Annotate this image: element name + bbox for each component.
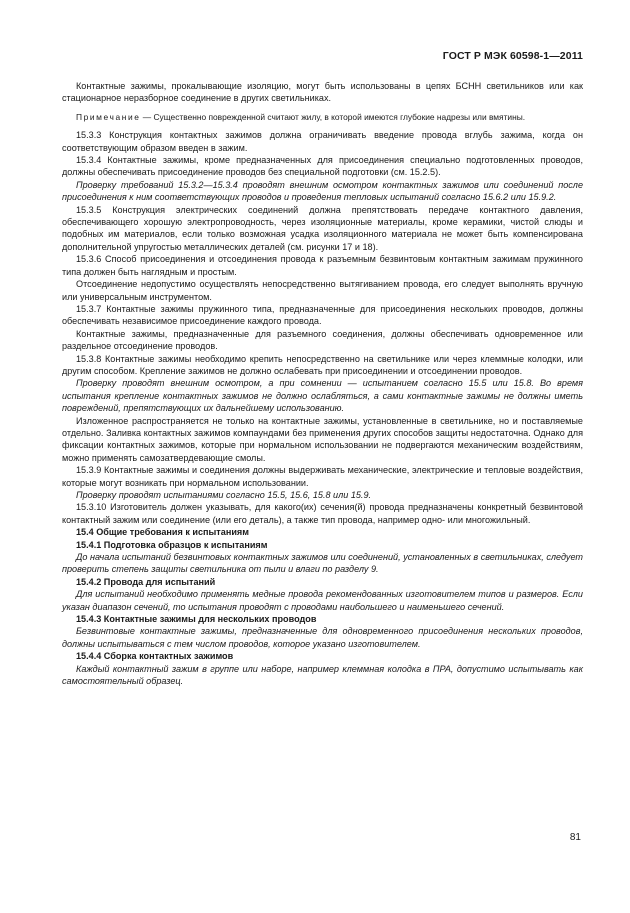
test-method-paragraph: Проверку проводят испытаниями согласно 15.5, 15.6, 15.8 или 15.9. (76, 490, 372, 500)
note-paragraph (62, 111, 583, 123)
body-paragraph: Изложенное распространяется не только на контактные зажимы, установленные в светильнике, но и поставляемые отдельно. Заливка контактных зажимов компаундами без применения других способов защиты недостаточна. Однако для фиксации контактных зажимов, которые при нормальном использовании не подвергаются механическим воздействиям, можно применять самозатвердевающие смолы. (62, 415, 583, 463)
body-paragraph: Контактные зажимы, предназначенные для разъемного соединения, должны обеспечивать одновременное или раздельное отсоединение проводов. (62, 328, 583, 352)
note-text: — Существенно поврежденной считают жилу, в которой имеются глубокие надрезы или вмятины. (140, 111, 526, 122)
test-method-paragraph: Для испытаний необходимо применять медные провода рекомендованных изготовителем типов и размеров. Если указан диапазон сечений, то испытания проводят с проводами наибольшего и наименьшего сечений. (62, 589, 583, 612)
section-heading: 15.4.4 Сборка контактных зажимов (76, 651, 234, 662)
body-paragraph: Отсоединение недопустимо осуществлять непосредственно вытягиванием провода, его следует выполнять вручную или универсальным инструментом. (62, 279, 583, 302)
section-heading: 15.4.2 Провода для испытаний (76, 576, 216, 587)
test-method-paragraph: Проверку проводят внешним осмотром, а при сомнении — испытанием согласно 15.5 или 15.8. Во время испытания крепление контактных зажимов не должно ослабляться, а сами контактные зажимы не должны иметь повреждений, препятствующих их дальнейшему использованию. (62, 378, 583, 414)
body-paragraph: 15.3.8 Контактные зажимы необходимо крепить непосредственно на светильнике или через клеммные колодки, или другим способом. Крепление зажимов не должно ослабевать при присоединении и отсоединении проводов. (62, 353, 583, 376)
test-method-paragraph: Каждый контактный зажим в группе или наборе, например клеммная колодка в ПРА, допустимо испытывать как самостоятельный образец. (62, 663, 583, 687)
body-paragraph: Контактные зажимы, прокалывающие изоляцию, могут быть использованы в цепях БСНН светильников или как стационарное неразборное соединение в других светильниках. (62, 81, 583, 104)
body-paragraph: 15.3.5 Конструкция электрических соединений должна препятствовать передаче контактного давления, обеспечивающего хорошую электропроводность, через изоляционные материалы, кроме керамики, чистой слюды и подобных им материалов, если только возможная усадка изоляционного материала не может быть компенсирована дополнительной упругостью металлических деталей (см. рисунки 17 и 18). (62, 204, 583, 252)
body-paragraph: 15.3.9 Контактные зажимы и соединения должны выдерживать механические, электрические и тепловые воздействия, которые могут возникать при нормальном использовании. (62, 465, 583, 488)
test-method-paragraph: Безвинтовые контактные зажимы, предназначенные для одновременного присоединения нескольких проводов, должны испытываться с тем числом проводов, которое указано изготовителем. (62, 626, 583, 649)
section-heading: 15.4.3 Контактные зажимы для нескольких проводов (76, 614, 317, 625)
document-header: ГОСТ Р МЭК 60598-1—2011 (442, 50, 583, 62)
test-method-paragraph: До начала испытаний безвинтовых контактных зажимов или соединений, установленных в светильниках, следует проверить степень защиты светильника от пыли и влаги по разделу 9. (62, 552, 583, 575)
document-body (62, 80, 583, 688)
note-label: Примечание (76, 111, 141, 122)
body-paragraph: 15.3.4 Контактные зажимы, кроме предназначенных для присоединения специально подготовленных проводов, должны обеспечивать присоединение проводов без специальной подготовки (см. 15.2.5). (62, 155, 583, 178)
page-number: 81 (569, 832, 581, 843)
body-paragraph: 15.3.3 Конструкция контактных зажимов должна ограничивать введение провода вглубь зажима, когда он соответствующим образом введен в зажим. (62, 130, 583, 153)
section-heading: 15.4.1 Подготовка образцов к испытаниям (76, 539, 268, 550)
body-paragraph: 15.3.6 Способ присоединения и отсоединения провода к разъемным безвинтовым контактным зажимам пружинного типа должен быть наглядным и простым. (62, 254, 583, 277)
section-heading: 15.4 Общие требования к испытаниям (76, 527, 249, 538)
test-method-paragraph: Проверку требований 15.3.2—15.3.4 проводят внешним осмотром контактных зажимов или соединений после присоединения к ним соответствующих проводов и проведения тепловых испытаний согласно 15.6.2 или 15.9.2. (62, 179, 583, 203)
body-paragraph: 15.3.7 Контактные зажимы пружинного типа, предназначенные для присоединения нескольких проводов, должны обеспечивать независимое присоединение каждого провода. (62, 303, 583, 327)
body-paragraph: 15.3.10 Изготовитель должен указывать, для какого(их) сечения(й) провода предназначены конкретный безвинтовой контактный зажим или соединение (или его деталь), а также тип провода, например одно- или многожильный. (62, 502, 583, 525)
